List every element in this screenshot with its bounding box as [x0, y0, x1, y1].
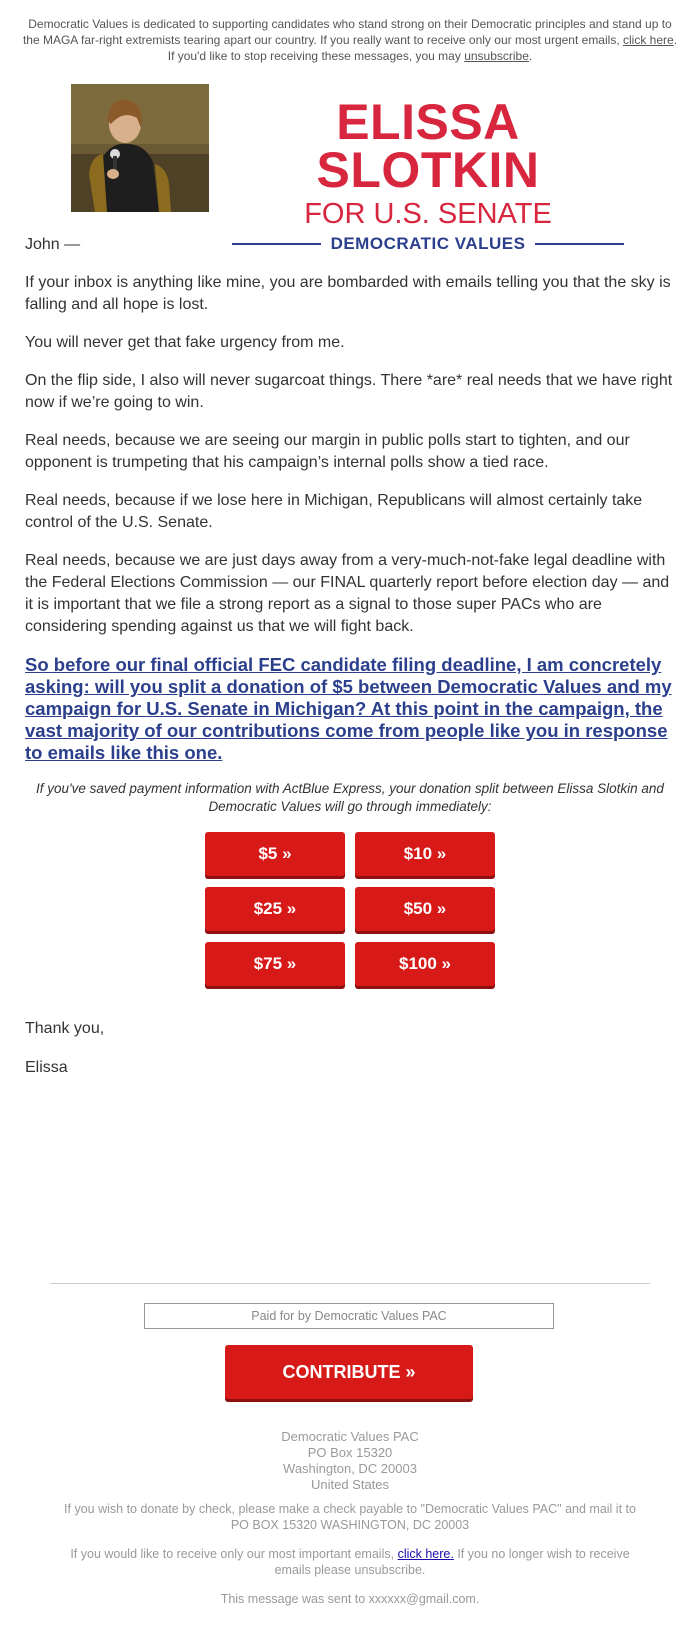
- address-line: Democratic Values PAC: [281, 1429, 419, 1444]
- sent-to-note: This message was sent to xxxxxx@gmail.com.: [220, 1592, 480, 1606]
- mailing-address: [0, 1429, 700, 1493]
- donate-5-button[interactable]: $5 »: [205, 832, 345, 876]
- important-emails-link[interactable]: click here.: [397, 1547, 454, 1561]
- actblue-express-note: If you've saved payment information with ActBlue Express, your donation split between Elissa Slotkin and Democratic Values will go through immediately:: [36, 781, 664, 814]
- email-preferences-note: [60, 1546, 640, 1578]
- paragraph: On the flip side, I also will never sugarcoat things. There *are* real needs that we have right now if we’re going to win.: [25, 372, 673, 411]
- divider-line-left: [232, 243, 321, 245]
- campaign-logo: [232, 94, 624, 254]
- footer-divider: [50, 1283, 650, 1284]
- preheader-text: Democratic Values is dedicated to supporting candidates who stand strong on their Democratic principles and stand up to the MAGA far-right extremists tearing apart our country. If you really want to receive only our most urgent emails,: [22, 17, 672, 47]
- paragraph: Real needs, because we are just days away from a very-much-not-fake legal deadline with the Federal Elections Commission — our FINAL quarterly report before election day — and it is important that we file a strong report as a signal to those super PACs who are considering spending against us that we will fight back.: [25, 552, 670, 635]
- donate-50-button[interactable]: $50 »: [355, 887, 495, 931]
- org-row: [232, 234, 624, 254]
- preheader-text-middle: . If you'd like to stop receiving these messages, you may: [167, 33, 678, 63]
- preheader-text-end: .: [528, 49, 533, 63]
- preheader: [0, 0, 700, 64]
- paragraph: Real needs, because if we lose here in Michigan, Republicans will almost certainly take control of the U.S. Senate.: [25, 492, 643, 531]
- paragraph: You will never get that fake urgency from me.: [25, 334, 345, 351]
- paragraph: Real needs, because we are seeing our margin in public polls start to tighten, and our opponent is trumpeting that his campaign’s internal polls show a tied race.: [25, 432, 630, 471]
- unsubscribe-link[interactable]: unsubscribe: [464, 49, 529, 63]
- candidate-photo: [71, 84, 209, 212]
- signoff: [0, 1018, 700, 1079]
- check-donation-note: If you wish to donate by check, please make a check payable to "Democratic Values PAC" and mail it to PO BOX 15320 WASHINGTON, DC 20003: [64, 1502, 636, 1532]
- donation-ask-link[interactable]: So before our final official FEC candidate filing deadline, I am concretely asking: will you split a donation of $5 between Democratic Values and my campaign for U.S. Senate in Michigan? At this point in the campaign, the vast majority of our contributions come from people like you in response to emails like this one.: [25, 654, 672, 763]
- paragraph: If your inbox is anything like mine, you are bombarded with emails telling you that the sky is falling and all hope is lost.: [25, 274, 671, 313]
- org-name: DEMOCRATIC VALUES: [330, 234, 526, 253]
- address-line: Washington, DC 20003: [283, 1461, 417, 1476]
- greeting: John —: [25, 236, 81, 253]
- preferences-text: If you would like to receive only our most important emails,: [70, 1547, 395, 1561]
- contribute-button[interactable]: CONTRIBUTE »: [225, 1345, 473, 1399]
- address-line: United States: [310, 1477, 390, 1492]
- donation-button-grid: [205, 832, 495, 986]
- campaign-subtitle: FOR U.S. SENATE: [304, 198, 552, 230]
- signoff-thanks: Thank you,: [25, 1020, 105, 1037]
- preferences-text-after: If you no longer wish to receive emails please unsubscribe.: [274, 1547, 630, 1577]
- donate-10-button[interactable]: $10 »: [355, 832, 495, 876]
- donate-75-button[interactable]: $75 »: [205, 942, 345, 986]
- email-body: [0, 234, 700, 986]
- donate-100-button[interactable]: $100 »: [355, 942, 495, 986]
- paid-for-disclaimer: Paid for by Democratic Values PAC: [144, 1303, 554, 1329]
- signoff-name: Elissa: [25, 1059, 68, 1076]
- candidate-name: ELISSA SLOTKIN: [316, 94, 540, 198]
- click-here-link[interactable]: click here: [623, 33, 674, 47]
- donate-25-button[interactable]: $25 »: [205, 887, 345, 931]
- divider-line-right: [535, 243, 624, 245]
- address-line: PO Box 15320: [307, 1445, 393, 1460]
